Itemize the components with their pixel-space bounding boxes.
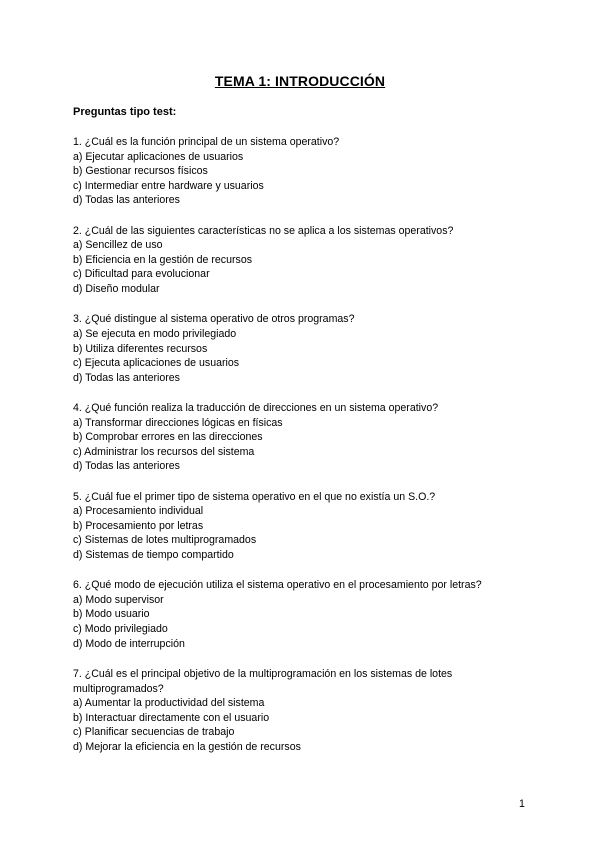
answer-option: d) Todas las anteriores [73,460,180,473]
question-block [73,578,543,651]
answer-option: b) Eficiencia en la gestión de recursos [73,253,253,266]
question-block [73,312,543,385]
question-text: 1. ¿Cuál es la función principal de un sistema operativo? [73,136,340,148]
page-title: TEMA 1: INTRODUCCIÓN [214,73,386,89]
answer-option: d) Sistemas de tiempo compartido [73,549,234,561]
answer-option: c) Dificultad para evolucionar [73,268,210,281]
answer-option: a) Procesamiento individual [73,505,204,518]
answer-option: b) Interactuar directamente con el usuario [73,711,270,724]
answer-option: c) Modo privilegiado [73,623,168,636]
answer-option: b) Utiliza diferentes recursos [73,342,208,355]
question-text: 2. ¿Cuál de las siguientes características no se aplica a los sistemas operativos? [73,224,454,237]
question-block [73,490,543,563]
answer-option: c) Administrar los recursos del sistema [73,445,255,458]
answer-option: a) Sencillez de uso [73,239,163,252]
answer-option: c) Intermediar entre hardware y usuarios [73,179,264,192]
answer-option: b) Gestionar recursos físicos [73,165,208,178]
question-text: 3. ¿Qué distingue al sistema operativo de otros programas? [73,313,355,326]
answer-option: a) Transformar direcciones lógicas en físicas [73,416,283,429]
question-text: 5. ¿Cuál fue el primer tipo de sistema operativo en el que no existía un S.O.? [73,490,436,503]
answer-option: d) Mejorar la eficiencia en la gestión de recursos [73,740,301,753]
question-text: 6. ¿Qué modo de ejecución utiliza el sistema operativo en el procesamiento por letras? [73,579,482,592]
answer-option: b) Procesamiento por letras [73,519,204,532]
question-text: 7. ¿Cuál es el principal objetivo de la multiprogramación en los sistemas de lotes multiprogramados? [73,667,453,695]
answer-option: b) Comprobar errores en las direcciones [73,431,263,444]
question-block [73,667,543,755]
answer-option: a) Aumentar la productividad del sistema [73,697,265,710]
answer-option: d) Todas las anteriores [73,371,180,384]
answer-option: c) Planificar secuencias de trabajo [73,726,235,739]
answer-option: b) Modo usuario [73,608,150,621]
page-number: 1 [519,798,525,810]
question-list [73,135,543,770]
question-block [73,401,543,474]
answer-option: d) Diseño modular [73,283,160,296]
answer-option: d) Modo de interrupción [73,637,185,650]
question-block [73,135,543,208]
answer-option: a) Se ejecuta en modo privilegiado [73,327,237,340]
answer-option: a) Ejecutar aplicaciones de usuarios [73,150,244,163]
answer-option: d) Todas las anteriores [73,194,180,207]
question-block [73,224,543,297]
answer-option: c) Ejecuta aplicaciones de usuarios [73,357,240,370]
question-text: 4. ¿Qué función realiza la traducción de direcciones en un sistema operativo? [73,401,439,414]
answer-option: a) Modo supervisor [73,593,164,606]
section-subtitle: Preguntas tipo test: [73,106,177,118]
answer-option: c) Sistemas de lotes multiprogramados [73,534,257,547]
